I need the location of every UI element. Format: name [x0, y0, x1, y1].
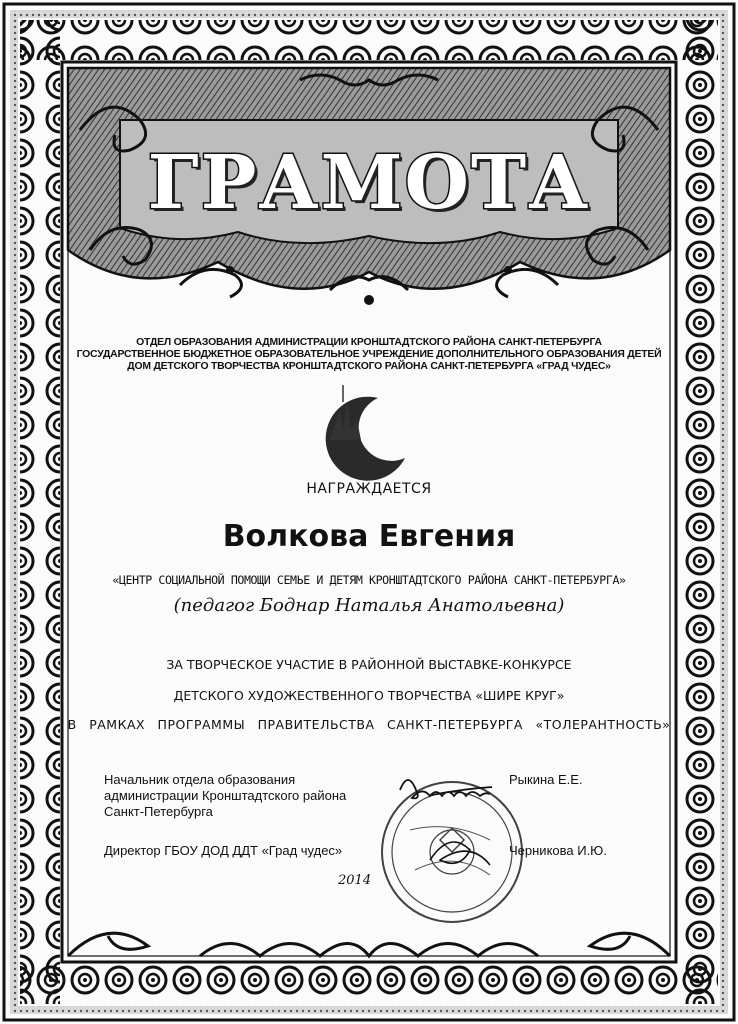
reason-line-1: ЗА ТВОРЧЕСКОЕ УЧАСТИЕ В РАЙОННОЙ ВЫСТАВКЕ-КОНКУРСЕ [166, 657, 572, 672]
signatory-1-name: Рыкина Е.Е. [509, 772, 583, 787]
reason-line-2: ДЕТСКОГО ХУДОЖЕСТВЕННОГО ТВОРЧЕСТВА «ШИРЕ КРУГ» [173, 688, 565, 703]
reason-line-3: В РАМКАХ ПРОГРАММЫ ПРАВИТЕЛЬСТВА САНКТ-ПЕТЕРБУРГА «ТОЛЕРАНТНОСТЬ» [67, 717, 671, 732]
recipient-name: Волкова Евгения [222, 519, 516, 554]
recipient-organization: «ЦЕНТР СОЦИАЛЬНОЙ ПОМОЩИ СЕМЬЕ И ДЕТЯМ КРОНШТАДТСКОГО РАЙОНА САНКТ-ПЕТЕРБУРГА» [112, 573, 626, 587]
signatory-2-position: Директор ГБОУ ДОД ДДТ «Град чудес» [104, 843, 343, 858]
awarded-label: НАГРАЖДАЕТСЯ [306, 481, 432, 497]
certificate-year: 2014 [338, 873, 372, 888]
teacher-name: (педагог Боднар Наталья Анатольевна) [173, 595, 565, 616]
header-line-2: ГОСУДАРСТВЕННОЕ БЮДЖЕТНОЕ ОБРАЗОВАТЕЛЬНОЕ УЧРЕЖДЕНИЕ ДОПОЛНИТЕЛЬНОГО ОБРАЗОВАНИЯ ДЕТЕЙ [76, 349, 662, 360]
header-line-1: ОТДЕЛ ОБРАЗОВАНИЯ АДМИНИСТРАЦИИ КРОНШТАДТСКОГО РАЙОНА САНКТ-ПЕТЕРБУРГА [136, 337, 602, 348]
signatory-1-position-line-3: Санкт-Петербурга [104, 804, 213, 819]
header-line-3: ДОМ ДЕТСКОГО ТВОРЧЕСТВА КРОНШТАДТСКОГО РАЙОНА САНКТ-ПЕТЕРБУРГА «ГРАД ЧУДЕС» [127, 361, 611, 372]
signatory-1-position-line-2: администрации Кронштадтского района [104, 788, 347, 803]
certificate-title: ГРАМОТА [147, 140, 591, 226]
signatory-2-name: Черникова И.Ю. [509, 843, 607, 858]
signatory-1-position-line-1: Начальник отдела образования [104, 772, 296, 787]
